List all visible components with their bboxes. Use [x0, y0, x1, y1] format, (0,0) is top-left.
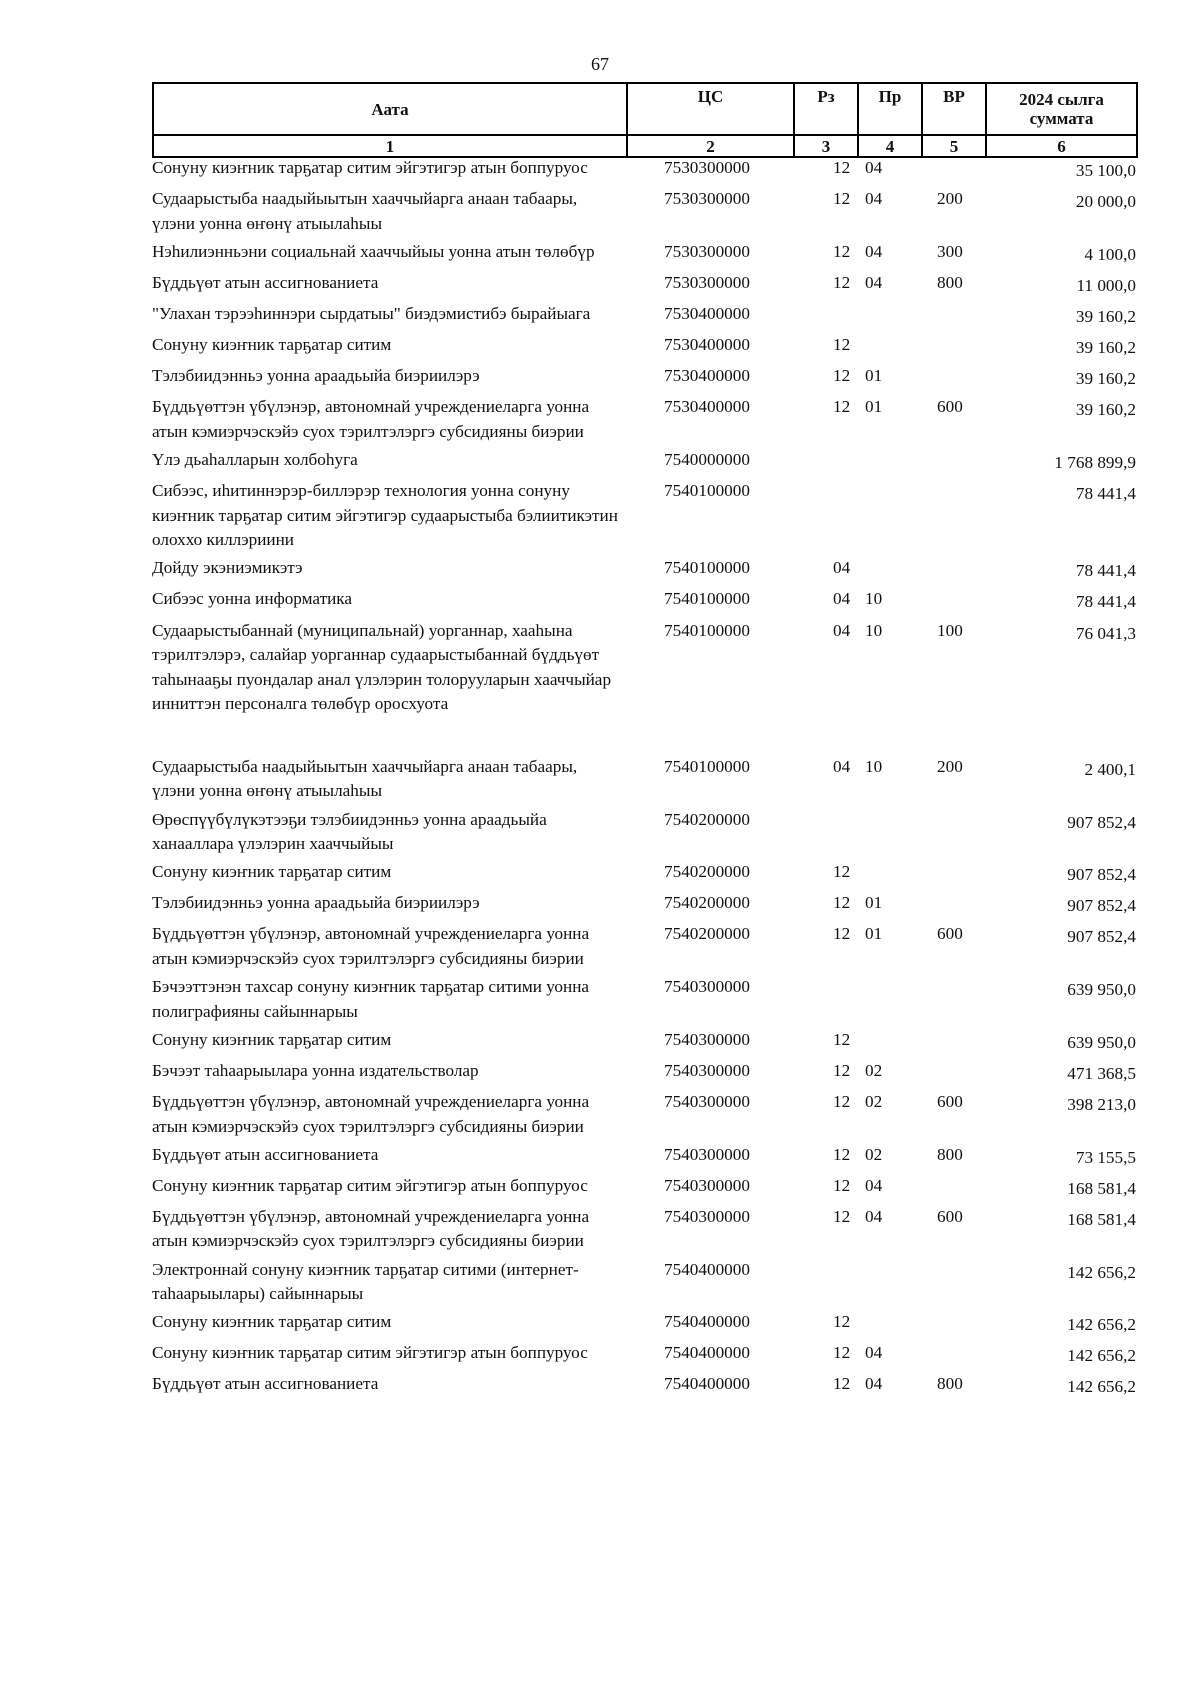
cell-sum: 907 852,4	[1067, 812, 1136, 832]
table-row	[152, 395, 1136, 448]
cell-sum: 907 852,4	[1067, 927, 1136, 947]
cell-vr	[921, 860, 985, 891]
cell-vr	[921, 1028, 985, 1059]
cell-name: Бүддьүөт атын ассигнованиета	[152, 272, 379, 292]
cell-vr	[921, 1059, 985, 1090]
cell-name: Судаарыстыба наадыйыытын хааччыйарга анаан табаары, үлэни уонна өҥөнү атыылаһыы	[152, 189, 578, 233]
cell-cs: 7530400000	[664, 397, 750, 417]
table-row	[152, 333, 1136, 364]
header-row	[153, 83, 1137, 135]
cell-sum: 142 656,2	[1067, 1262, 1136, 1282]
header-num-2: 2	[627, 135, 794, 157]
cell-rz: 04	[833, 558, 851, 578]
cell-name: Сонуну киэҥник тарҕатар ситим	[152, 335, 392, 355]
cell-cs: 7540200000	[664, 809, 750, 829]
cell-sum: 4 100,0	[1084, 244, 1136, 264]
cell-name: Тэлэбиидэнньэ уонна араадьыйа биэриилэрэ	[152, 893, 480, 913]
cell-pr: 01	[865, 924, 883, 944]
cell-pr: 04	[865, 272, 883, 292]
cell-name: Нэһилиэнньэни социальнай хааччыйыы уонна атын төлөбүр	[152, 241, 595, 261]
cell-vr	[921, 556, 985, 587]
cell-cs: 7540400000	[664, 1259, 750, 1279]
cell-name: Сонуну киэҥник тарҕатар ситим	[152, 862, 392, 882]
table-row	[152, 271, 1136, 302]
cell-name: Электроннай сонуну киэҥник тарҕатар ситими (интернет-таһаарыылары) сайыннарыы	[152, 1259, 579, 1304]
table-row	[152, 302, 1136, 333]
cell-vr: 100	[937, 620, 963, 640]
cell-pr	[857, 1310, 921, 1341]
cell-name: Бүддьүөт атын ассигнованиета	[152, 1144, 379, 1164]
header-name: Аата	[153, 83, 627, 135]
cell-cs: 7540200000	[664, 924, 750, 944]
cell-pr	[857, 448, 921, 479]
cell-cs: 7530300000	[664, 272, 750, 292]
cell-sum: 11 000,0	[1076, 275, 1136, 295]
cell-pr	[857, 1258, 921, 1311]
cell-pr: 01	[865, 893, 883, 913]
cell-sum: 1 768 899,9	[1054, 452, 1136, 472]
cell-cs: 7540300000	[664, 1175, 750, 1195]
cell-name: Сибээс уонна информатика	[152, 589, 352, 609]
cell-cs: 7530400000	[664, 366, 750, 386]
cell-cs: 7540300000	[664, 1206, 750, 1226]
cell-sum: 907 852,4	[1067, 865, 1136, 885]
cell-pr: 10	[865, 756, 883, 776]
table-header	[152, 82, 1138, 158]
cell-pr: 04	[865, 189, 883, 209]
cell-sum: 39 160,2	[1075, 338, 1136, 358]
cell-rz	[793, 302, 857, 333]
cell-pr: 04	[865, 1343, 883, 1363]
cell-cs: 7540400000	[664, 1374, 750, 1394]
cell-name: Судаарыстыбаннай (муниципальнай) уорганнар, хааһына тэрилтэлэрэ, салайар уорганнар судаарыстыбаннай бүддьүөт таһынааҕы пуондалар анал үлэлэрин толорууларын хааччыйар инниттэн персоналга төлөбүр оросхуота	[152, 620, 612, 714]
cell-rz: 12	[833, 1343, 851, 1363]
cell-rz: 12	[833, 241, 851, 261]
cell-name: Сибээс, иһитиннэрэр-биллэрэр технология уонна сонуну киэҥник тарҕатар ситим эйгэтигэр судаарыстыба бэлиитикэтин олоххо киллэриини	[152, 481, 618, 550]
cell-name: Үлэ дьаһалларын холбоһуга	[152, 449, 358, 469]
cell-vr	[921, 1310, 985, 1341]
cell-name: Бэчээттэнэн тахсар сонуну киэҥник тарҕатар ситими уонна полиграфияны сайыннарыы	[152, 977, 590, 1021]
table-row	[152, 975, 1136, 1028]
cell-vr	[921, 587, 985, 618]
table-row	[152, 1372, 1136, 1403]
cell-name: Сонуну киэҥник тарҕатар ситим эйгэтигэр атын боппуруос	[152, 1175, 588, 1195]
cell-sum: 35 100,0	[1075, 161, 1136, 180]
cell-sum: 78 441,4	[1075, 561, 1136, 581]
cell-rz: 12	[833, 893, 851, 913]
cell-vr: 200	[937, 756, 963, 776]
cell-rz: 04	[833, 620, 851, 640]
cell-rz: 12	[833, 366, 851, 386]
cell-pr: 01	[865, 366, 883, 386]
cell-cs: 7540200000	[664, 862, 750, 882]
cell-sum: 2 400,1	[1084, 759, 1136, 779]
table-row	[152, 187, 1136, 240]
cell-sum: 168 581,4	[1067, 1209, 1136, 1229]
cell-pr: 04	[865, 1206, 883, 1226]
table-row	[152, 1310, 1136, 1341]
cell-rz: 04	[833, 756, 851, 776]
cell-rz	[793, 808, 857, 861]
cell-name: Өрөспүүбүлүкэтээҕи тэлэбиидэнньэ уонна араадьыйа ханааллара үлэлэрин хааччыйыы	[152, 809, 547, 854]
cell-pr: 02	[865, 1060, 883, 1080]
cell-name: Сонуну киэҥник тарҕатар ситим	[152, 1312, 392, 1332]
cell-sum: 39 160,2	[1075, 400, 1136, 420]
cell-pr: 04	[865, 241, 883, 261]
cell-cs: 7540300000	[664, 1029, 750, 1049]
cell-rz: 12	[833, 924, 851, 944]
cell-rz: 12	[833, 189, 851, 209]
table-row	[152, 1174, 1136, 1205]
cell-rz: 12	[833, 1029, 851, 1049]
cell-sum: 639 950,0	[1067, 980, 1136, 1000]
cell-cs: 7540400000	[664, 1312, 750, 1332]
cell-name: Дойду экэниэмикэтэ	[152, 558, 303, 578]
table-row	[152, 156, 1136, 187]
cell-pr: 04	[865, 1374, 883, 1394]
cell-cs: 7540300000	[664, 1144, 750, 1164]
cell-rz	[793, 975, 857, 1028]
cell-vr	[921, 156, 985, 187]
cell-sum: 907 852,4	[1067, 896, 1136, 916]
cell-rz	[793, 1258, 857, 1311]
cell-vr: 600	[937, 397, 963, 417]
table-row	[152, 619, 1136, 755]
cell-cs: 7540300000	[664, 977, 750, 997]
cell-sum: 398 213,0	[1067, 1095, 1136, 1114]
cell-pr: 04	[865, 1175, 883, 1195]
table-row	[152, 1341, 1136, 1372]
cell-cs: 7540400000	[664, 1343, 750, 1363]
table-row	[152, 1205, 1136, 1258]
cell-cs: 7530300000	[664, 241, 750, 261]
cell-pr: 10	[865, 620, 883, 640]
header-num-6: 6	[986, 135, 1137, 157]
table-row	[152, 448, 1136, 479]
table-row	[152, 860, 1136, 891]
cell-vr: 200	[937, 189, 963, 209]
cell-cs: 7530300000	[664, 158, 750, 177]
cell-vr: 300	[937, 241, 963, 261]
cell-cs: 7540300000	[664, 1060, 750, 1080]
cell-rz	[793, 479, 857, 556]
cell-cs: 7540100000	[664, 620, 750, 640]
cell-sum: 76 041,3	[1075, 623, 1136, 643]
cell-vr: 600	[937, 924, 963, 944]
header-number-row	[153, 135, 1137, 157]
cell-sum: 142 656,2	[1067, 1315, 1136, 1335]
cell-pr: 02	[865, 1092, 883, 1111]
table-row	[152, 364, 1136, 395]
cell-rz: 12	[833, 862, 851, 882]
budget-rows	[152, 156, 1136, 1404]
cell-rz: 04	[833, 589, 851, 609]
cell-sum: 78 441,4	[1075, 484, 1136, 504]
cell-name: Бүддьүөт атын ассигнованиета	[152, 1374, 379, 1394]
header-vr: ВР	[922, 83, 986, 135]
cell-pr	[857, 556, 921, 587]
cell-vr	[921, 448, 985, 479]
table-row	[152, 556, 1136, 587]
cell-pr: 10	[865, 589, 883, 609]
table-row	[152, 1143, 1136, 1174]
cell-name: Бэчээт таһаарыылара уонна издательстволар	[152, 1060, 479, 1080]
cell-rz: 12	[833, 158, 851, 177]
cell-vr	[921, 808, 985, 861]
cell-sum: 142 656,2	[1067, 1377, 1136, 1397]
table-row	[152, 808, 1136, 861]
cell-pr	[857, 860, 921, 891]
cell-cs: 7530400000	[664, 335, 750, 355]
cell-vr	[921, 975, 985, 1028]
cell-sum: 73 155,5	[1075, 1147, 1136, 1167]
cell-cs: 7540000000	[664, 449, 750, 469]
table-row	[152, 922, 1136, 975]
cell-cs: 7540100000	[664, 558, 750, 578]
cell-rz: 12	[833, 1175, 851, 1195]
table-row	[152, 240, 1136, 271]
cell-sum: 39 160,2	[1075, 369, 1136, 389]
table-row	[152, 755, 1136, 808]
cell-name: Судаарыстыба наадыйыытын хааччыйарга анаан табаары, үлэни уонна өҥөнү атыылаһыы	[152, 756, 578, 801]
header-num-1: 1	[153, 135, 627, 157]
table-row	[152, 1258, 1136, 1311]
cell-vr	[921, 333, 985, 364]
table-row	[152, 479, 1136, 556]
cell-sum: 39 160,2	[1075, 306, 1136, 326]
header-sum: 2024 сылга суммата	[986, 83, 1137, 135]
cell-vr	[921, 1341, 985, 1372]
table-row	[152, 587, 1136, 618]
header-num-4: 4	[858, 135, 922, 157]
cell-sum: 639 950,0	[1067, 1032, 1136, 1052]
cell-rz: 12	[833, 1374, 851, 1394]
cell-vr	[921, 891, 985, 922]
cell-name: Бүддьүөттэн үбүлэнэр, автономнай учреждениеларга уонна атын кэмиэрчэскэйэ суох тэрилтэлэргэ субсидияны биэрии	[152, 1206, 590, 1251]
cell-vr: 800	[937, 272, 963, 292]
table-row	[152, 1059, 1136, 1090]
table-row	[152, 1028, 1136, 1059]
cell-vr: 600	[937, 1092, 963, 1111]
cell-cs: 7530400000	[664, 303, 750, 323]
cell-vr	[921, 1174, 985, 1205]
cell-name: Бүддьүөттэн үбүлэнэр, автономнай учреждениеларга уонна атын кэмиэрчэскэйэ суох тэрилтэлэргэ субсидияны биэрии	[152, 924, 590, 969]
cell-rz: 12	[833, 1144, 851, 1164]
cell-vr	[921, 302, 985, 333]
cell-vr	[921, 364, 985, 395]
header-rz: Рз	[794, 83, 858, 135]
cell-cs: 7540200000	[664, 893, 750, 913]
cell-pr: 04	[865, 158, 883, 177]
cell-sum: 78 441,4	[1075, 592, 1136, 612]
cell-name: Сонуну киэҥник тарҕатар ситим эйгэтигэр атын боппуруос	[152, 1343, 588, 1363]
cell-vr: 600	[937, 1206, 963, 1226]
cell-pr	[857, 1028, 921, 1059]
cell-sum: 20 000,0	[1075, 192, 1136, 212]
cell-cs: 7540300000	[664, 1092, 750, 1111]
cell-rz: 12	[833, 1092, 851, 1111]
cell-pr	[857, 808, 921, 861]
page-number: 67	[591, 54, 609, 74]
cell-name: Сонуну киэҥник тарҕатар ситим эйгэтигэр атын боппуруос	[152, 158, 588, 177]
cell-vr	[921, 479, 985, 556]
cell-rz: 12	[833, 397, 851, 417]
cell-pr: 02	[865, 1144, 883, 1164]
cell-name: Бүддьүөттэн үбүлэнэр, автономнай учреждениеларга уонна атын кэмиэрчэскэйэ суох тэрилтэлэргэ субсидияны биэрии	[152, 1092, 590, 1136]
cell-pr	[857, 333, 921, 364]
cell-pr: 01	[865, 397, 883, 417]
cell-pr	[857, 975, 921, 1028]
cell-vr	[921, 1258, 985, 1311]
cell-rz: 12	[833, 1206, 851, 1226]
cell-rz: 12	[833, 272, 851, 292]
budget-table	[152, 156, 1136, 1404]
header-cs: ЦС	[627, 83, 794, 135]
cell-name: Тэлэбиидэнньэ уонна араадьыйа биэриилэрэ	[152, 366, 480, 386]
cell-cs: 7540100000	[664, 481, 750, 501]
cell-rz: 12	[833, 1312, 851, 1332]
cell-rz	[793, 448, 857, 479]
cell-name: Сонуну киэҥник тарҕатар ситим	[152, 1029, 392, 1049]
cell-sum: 142 656,2	[1067, 1346, 1136, 1366]
cell-name: "Улахан тэрээһиннэри сырдатыы" биэдэмистибэ бырайыага	[152, 303, 591, 323]
cell-vr: 800	[937, 1374, 963, 1394]
cell-pr	[857, 479, 921, 556]
table-row	[152, 1090, 1136, 1143]
header-pr: Пр	[858, 83, 922, 135]
cell-rz: 12	[833, 335, 851, 355]
cell-pr	[857, 302, 921, 333]
cell-cs: 7530300000	[664, 189, 750, 209]
cell-name: Бүддьүөттэн үбүлэнэр, автономнай учреждениеларга уонна атын кэмиэрчэскэйэ суох тэрилтэлэргэ субсидияны биэрии	[152, 397, 590, 441]
header-num-3: 3	[794, 135, 858, 157]
cell-cs: 7540100000	[664, 756, 750, 776]
header-num-5: 5	[922, 135, 986, 157]
cell-sum: 168 581,4	[1067, 1178, 1136, 1198]
table-row	[152, 891, 1136, 922]
cell-rz: 12	[833, 1060, 851, 1080]
cell-vr: 800	[937, 1144, 963, 1164]
cell-cs: 7540100000	[664, 589, 750, 609]
cell-sum: 471 368,5	[1067, 1063, 1136, 1083]
